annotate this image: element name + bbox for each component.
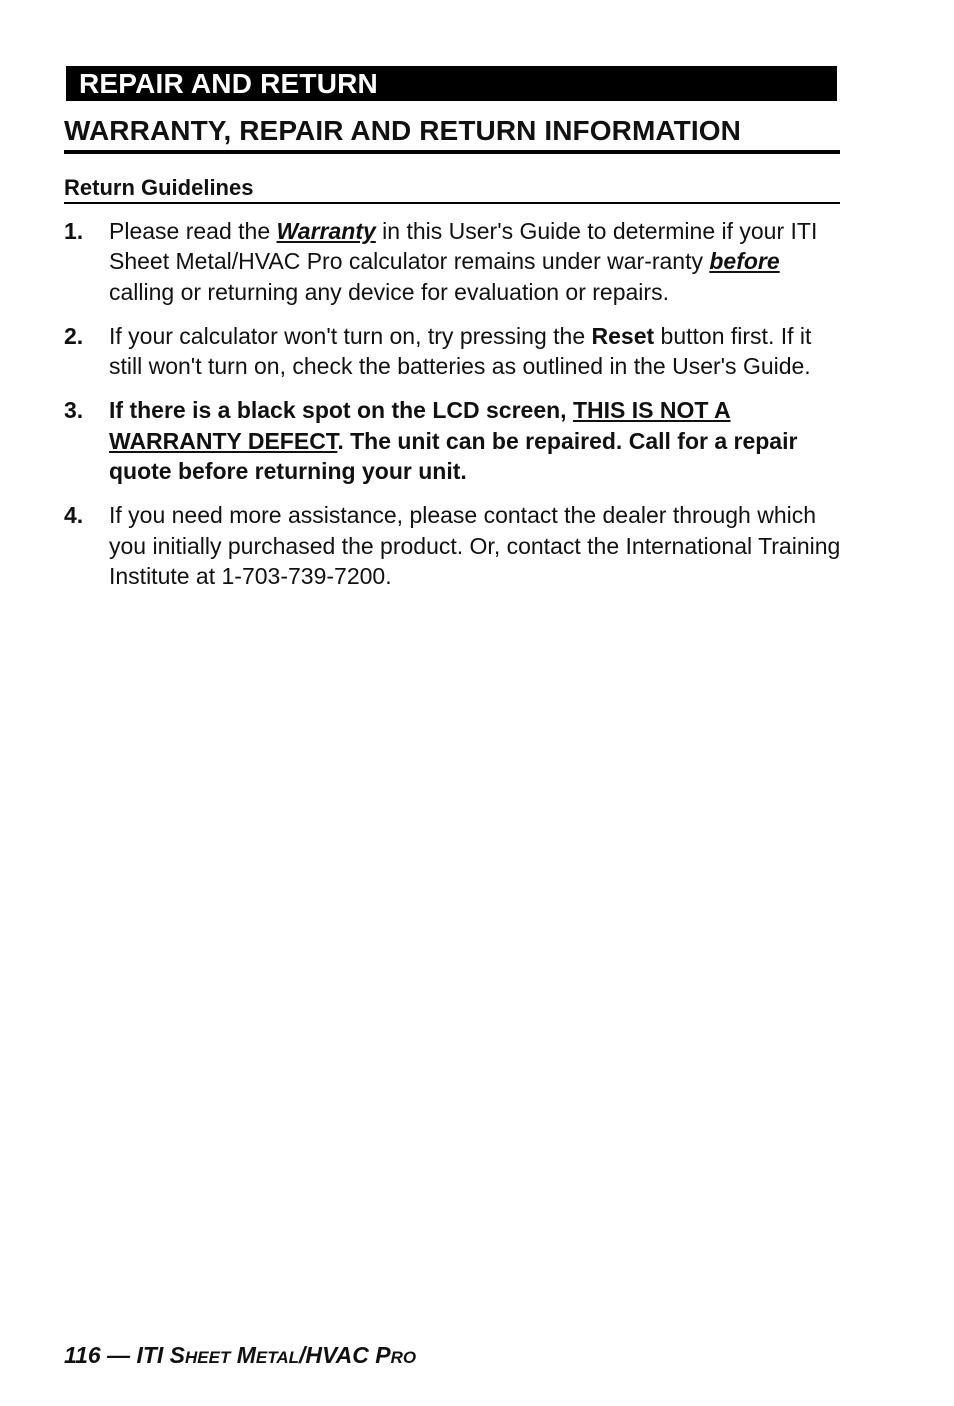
- list-item-4: [64, 500, 844, 591]
- item-text: . The unit can be repaired. Call for a repair quote before returning your unit.: [109, 427, 798, 485]
- warranty-emphasis: Warranty: [276, 218, 376, 244]
- item-number: 4.: [64, 502, 84, 529]
- footer-brand: ITI S: [136, 1342, 186, 1368]
- page-title: WARRANTY, REPAIR AND RETURN INFORMATION: [64, 112, 840, 154]
- page-number: 116: [64, 1342, 101, 1368]
- item-text: If you need more assistance, please contact the dealer through which you initially purchased the product. Or, contact the International Training Institute at 1-703-739-7200.: [109, 502, 841, 589]
- list-item-3: [64, 395, 844, 486]
- footer-smallcaps: RO: [390, 1348, 417, 1367]
- return-guidelines-list: [64, 216, 844, 605]
- item-text: If there is a black spot on the LCD screen,: [109, 397, 573, 424]
- list-item-1: [64, 216, 844, 307]
- before-emphasis: before: [709, 248, 780, 275]
- list-item-2: [64, 321, 844, 382]
- item-text: calling or returning any device for evaluation or repairs.: [109, 278, 669, 305]
- item-text: button first. If it still won't turn on, check the batteries as outlined in the User's Guide.: [109, 322, 812, 380]
- page-footer: [64, 1340, 416, 1373]
- reset-emphasis: Reset: [591, 322, 655, 349]
- section-banner: REPAIR AND RETURN: [66, 66, 837, 101]
- item-number: 2.: [64, 322, 84, 349]
- footer-brand: /HVAC P: [299, 1342, 391, 1368]
- warranty-defect-emphasis: THIS IS NOT A WARRANTY DEFECT: [109, 397, 731, 454]
- section-subtitle: Return Guidelines: [64, 174, 840, 204]
- footer-smallcaps: HEET: [185, 1348, 231, 1367]
- item-number: 1.: [64, 218, 84, 244]
- footer-brand: M: [230, 1342, 256, 1368]
- item-text: If your calculator won't turn on, try pressing the: [109, 322, 592, 349]
- item-text: in this User's Guide to determine if your ITI Sheet Metal/HVAC Pro calculator remains under war-ranty: [109, 218, 818, 275]
- item-number: 3.: [64, 397, 84, 424]
- item-text: Please read the: [109, 218, 277, 244]
- footer-smallcaps: ETAL: [255, 1348, 300, 1367]
- footer-dash: —: [100, 1342, 137, 1368]
